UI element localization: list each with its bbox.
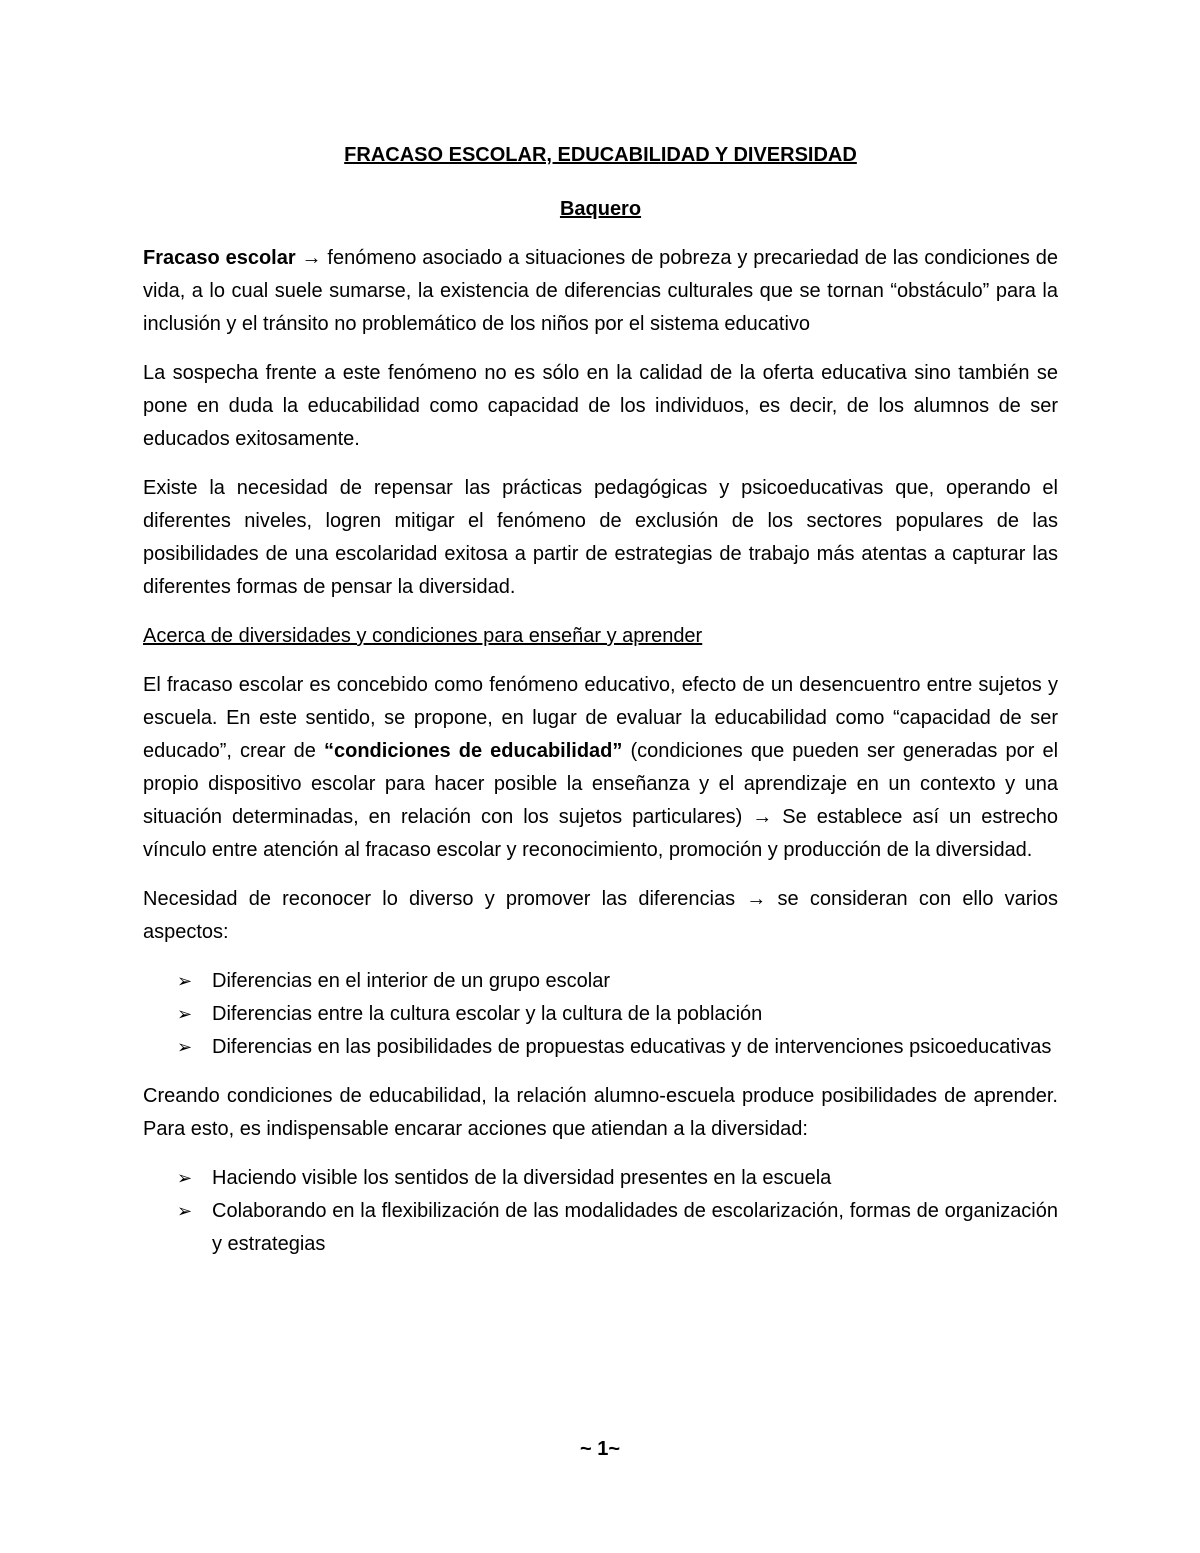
paragraph-sospecha: La sospecha frente a este fenómeno no es sólo en la calidad de la oferta educativa sino también se pone en duda la educabilidad como capacidad de los individuos, es decir, de los alumnos de ser educados exitosamente. (143, 362, 1058, 450)
list-item-text: Diferencias en las posibilidades de propuestas educativas y de intervenciones psicoeducativas (212, 1036, 1052, 1058)
document-title: FRACASO ESCOLAR, EDUCABILIDAD Y DIVERSIDAD (344, 144, 857, 166)
arrowhead-bullet-icon: ➢ (177, 1004, 193, 1024)
paragraph-text: El fracaso escolar es concebido como fenómeno educativo, efecto de un desencuentro entre sujetos y escuela. En este sentido, se propone, en lugar de evaluar la educabilidad como “capacidad de ser educado”, crear de (143, 674, 1058, 762)
paragraph-condiciones (143, 669, 1058, 867)
list-item-text: Diferencias en el interior de un grupo escolar (212, 970, 610, 992)
arrowhead-bullet-icon: ➢ (177, 1037, 193, 1057)
list-item (143, 965, 1058, 998)
arrow-icon: → (746, 888, 767, 910)
list-item (143, 1195, 1058, 1261)
paragraph-necesidad: Existe la necesidad de repensar las prácticas pedagógicas y psicoeducativas que, operando el diferentes niveles, logren mitigar el fenómeno de exclusión de los sectores populares de las posibilidades de una escolaridad exitosa a partir de estrategias de trabajo más atentas a capturar las diferentes formas de pensar la diversidad. (143, 477, 1058, 598)
document-page (143, 138, 1058, 1277)
term-fracaso-escolar: Fracaso escolar (143, 247, 296, 269)
list-item (143, 1162, 1058, 1195)
list-item-text: Diferencias entre la cultura escolar y la cultura de la población (212, 1003, 763, 1025)
list-item (143, 1031, 1058, 1064)
bold-condiciones-educabilidad: “condiciones de educabilidad” (323, 740, 623, 762)
arrowhead-bullet-icon: ➢ (177, 971, 193, 991)
paragraph-text: Necesidad de reconocer lo diverso y promover las diferencias (143, 888, 736, 910)
paragraph-fracaso-escolar (143, 242, 1058, 341)
document-author: Baquero (559, 198, 642, 220)
arrowhead-bullet-icon: ➢ (177, 1168, 193, 1188)
page-number: ~ 1~ (579, 1438, 621, 1460)
arrow-icon: → (752, 806, 773, 828)
paragraph-text: se consideran con ello varios aspectos: (143, 888, 1058, 943)
arrowhead-bullet-icon: ➢ (177, 1201, 193, 1221)
paragraph-text: fenómeno asociado a situaciones de pobreza y precariedad de las condiciones de vida, a lo cual suele sumarse, la existencia de diferencias culturales que se tornan “obstáculo” para la inclusión y el tránsito no problemático de los niños por el sistema educativo (143, 247, 1058, 335)
bullet-list-diferencias (143, 965, 1058, 1064)
paragraph-creando: Creando condiciones de educabilidad, la relación alumno-escuela produce posibilidades de aprender. Para esto, es indispensable encarar acciones que atiendan a la diversidad: (143, 1085, 1058, 1140)
list-item-text: Colaborando en la flexibilización de las modalidades de escolarización, formas de organización y estrategias (212, 1200, 1058, 1255)
list-item (143, 998, 1058, 1031)
bullet-list-acciones (143, 1162, 1058, 1261)
paragraph-reconocer (143, 883, 1058, 949)
section-subheading: Acerca de diversidades y condiciones para enseñar y aprender (143, 625, 703, 647)
paragraph-text: Se establece así un estrecho vínculo entre atención al fracaso escolar y reconocimiento, promoción y producción de la diversidad. (143, 806, 1059, 861)
paragraph-text: (condiciones que pueden ser generadas por el propio dispositivo escolar para hacer posible la enseñanza y el aprendizaje en un contexto y una situación determinadas, en relación con los sujetos particulares) (143, 740, 1059, 828)
list-item-text: Haciendo visible los sentidos de la diversidad presentes en la escuela (212, 1167, 832, 1189)
arrow-icon: → (301, 247, 322, 269)
